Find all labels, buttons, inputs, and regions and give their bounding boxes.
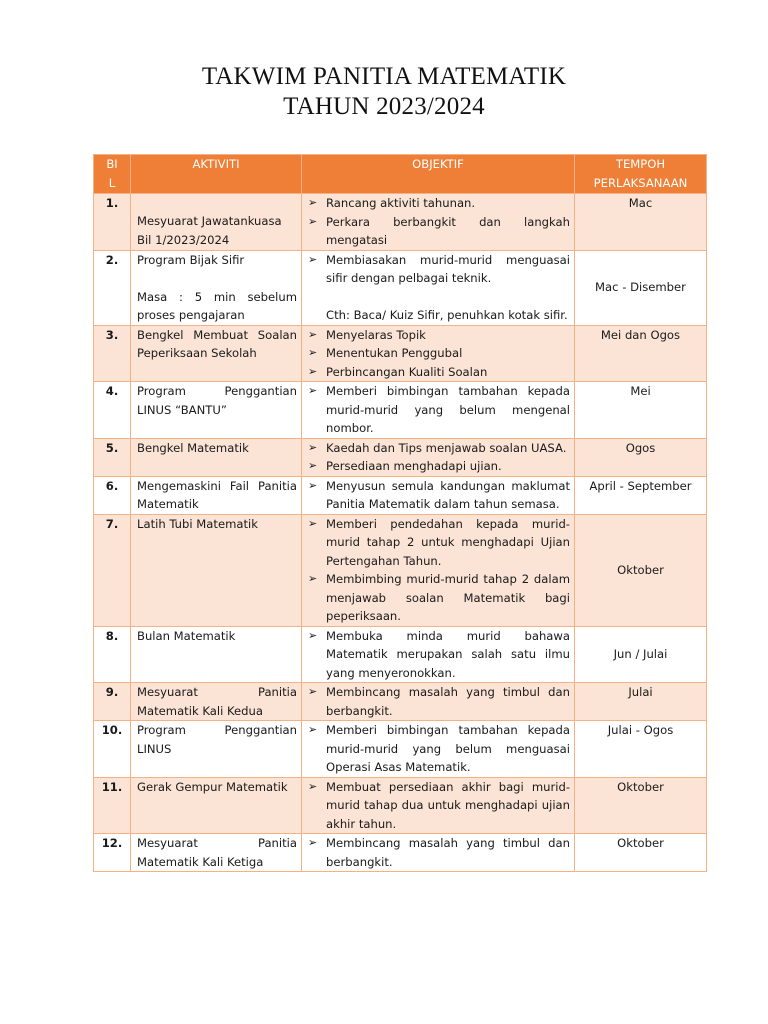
objektif-item (306, 382, 570, 438)
objektif-cell (302, 194, 575, 251)
objektif-cell (302, 683, 575, 721)
objektif-cell (302, 476, 575, 514)
objektif-cell (302, 250, 575, 325)
objektif-item (306, 326, 570, 345)
objektif-item (306, 570, 570, 626)
objektif-list (306, 382, 570, 438)
header-tempoh: TEMPOH PERLAKSANAAN (575, 155, 707, 194)
objektif-cell (302, 721, 575, 778)
objektif-item (306, 627, 570, 683)
tempoh-cell: Ogos (575, 438, 707, 476)
bil-cell: 6. (94, 476, 131, 514)
arrow-bullet-icon: ➢ (308, 779, 318, 793)
header-aktiviti: AKTIVITI (131, 155, 302, 194)
objektif-text: Membimbing murid-murid tahap 2 dalam menjawab soalan Matematik bagi peperiksaan. (326, 572, 570, 623)
header-objektif: OBJEKTIF (302, 155, 575, 194)
objektif-item (306, 477, 570, 514)
objektif-text: Membuat persediaan akhir bagi murid-murid tahap dua untuk menghadapi ujian akhir tahun. (326, 779, 570, 831)
arrow-bullet-icon: ➢ (308, 327, 318, 341)
aktiviti-text: Bengkel Membuat Soalan Peperiksaan Sekolah (137, 327, 297, 360)
tempoh-cell: Mac - Disember (575, 250, 707, 325)
arrow-bullet-icon: ➢ (308, 214, 318, 228)
objektif-list (306, 251, 570, 325)
arrow-bullet-icon: ➢ (308, 836, 318, 849)
aktiviti-text: Bengkel Matematik (137, 440, 249, 455)
aktiviti-text: Gerak Gempur Matematik (137, 779, 288, 794)
bil-cell: 12. (94, 834, 131, 872)
objektif-item (306, 288, 570, 307)
objektif-cell (302, 514, 575, 626)
table-row (94, 514, 707, 626)
objektif-text: Perbincangan Kualiti Soalan (326, 364, 488, 379)
aktiviti-text: Masa : 5 min sebelum proses pengajaran (137, 289, 297, 322)
aktiviti-cell (131, 325, 302, 382)
aktiviti-text: Latih Tubi Matematik (137, 516, 258, 531)
tempoh-cell: April - September (575, 476, 707, 514)
aktiviti-text: Bil 1/2023/2024 (137, 232, 230, 247)
objektif-cell (302, 777, 575, 834)
objektif-item (306, 363, 570, 382)
objektif-item (306, 834, 570, 871)
objektif-text: Kaedah dan Tips menjawab soalan UASA. (326, 440, 567, 455)
objektif-item (306, 194, 570, 213)
aktiviti-text: Bulan Matematik (137, 628, 236, 643)
arrow-bullet-icon: ➢ (308, 628, 318, 642)
objektif-cell (302, 438, 575, 476)
arrow-bullet-icon: ➢ (308, 384, 318, 397)
aktiviti-cell (131, 721, 302, 778)
aktiviti-text: Program Penggantian LINUS (137, 723, 297, 756)
objektif-item (306, 778, 570, 834)
table-row (94, 250, 707, 325)
objektif-list (306, 721, 570, 777)
title-line-1: TAKWIM PANITIA MATEMATIK (201, 63, 567, 90)
objektif-text: Memberi bimbingan tambahan kepada murid-murid yang belum menguasai Operasi Asas Matematik. (326, 723, 570, 774)
objektif-cell (302, 626, 575, 683)
aktiviti-cell (131, 194, 302, 251)
objektif-text: Rancang aktiviti tahunan. (326, 196, 476, 210)
objektif-list (306, 683, 570, 720)
tempoh-cell: Mei (575, 382, 707, 439)
objektif-list (306, 627, 570, 683)
tempoh-cell: Mei dan Ogos (575, 325, 707, 382)
tempoh-cell: Jun / Julai (575, 626, 707, 683)
aktiviti-cell (131, 438, 302, 476)
bil-cell: 1. (94, 194, 131, 251)
table-row (94, 721, 707, 778)
aktiviti-text: Mengemaskini Fail Panitia Matematik (137, 478, 297, 511)
objektif-item (306, 306, 570, 325)
table-row (94, 834, 707, 872)
objektif-text: Membiasakan murid-murid menguasai sifir dengan pelbagai teknik. (326, 252, 570, 285)
objektif-text: Memberi bimbingan tambahan kepada murid-murid yang belum mengenal nombor. (326, 384, 570, 435)
objektif-item (306, 213, 570, 250)
table-row (94, 777, 707, 834)
arrow-bullet-icon: ➢ (308, 723, 318, 736)
objektif-text: Perkara berbangkit dan langkah mengatasi (326, 214, 570, 247)
objektif-list (306, 778, 570, 834)
table-row (94, 438, 707, 476)
arrow-bullet-icon: ➢ (308, 440, 318, 454)
table-row (94, 683, 707, 721)
bil-cell: 9. (94, 683, 131, 721)
objektif-cell (302, 325, 575, 382)
bil-cell: 7. (94, 514, 131, 626)
aktiviti-cell (131, 382, 302, 439)
arrow-bullet-icon: ➢ (308, 196, 318, 209)
arrow-bullet-icon: ➢ (308, 364, 318, 378)
objektif-item (306, 344, 570, 363)
tempoh-cell: Julai (575, 683, 707, 721)
objektif-text: Persediaan menghadapi ujian. (326, 459, 502, 473)
bil-cell: 11. (94, 777, 131, 834)
aktiviti-text: Mesyuarat Panitia Matematik Kali Kedua (137, 685, 297, 718)
aktiviti-text: Program Bijak Sifir (137, 252, 245, 267)
bil-cell: 4. (94, 382, 131, 439)
objektif-text: Membincang masalah yang timbul dan berbangkit. (326, 836, 570, 869)
objektif-item (306, 515, 570, 571)
objektif-text: Membuka minda murid bahawa Matematik merupakan salah satu ilmu yang menyeronokkan. (326, 628, 570, 680)
table-row (94, 382, 707, 439)
objektif-list (306, 515, 570, 626)
objektif-item (306, 457, 570, 476)
arrow-bullet-icon: ➢ (308, 346, 318, 359)
table-row (94, 476, 707, 514)
takwim-table (93, 154, 707, 872)
aktiviti-cell (131, 626, 302, 683)
table-row (94, 626, 707, 683)
aktiviti-cell (131, 777, 302, 834)
aktiviti-cell (131, 834, 302, 872)
aktiviti-cell (131, 514, 302, 626)
tempoh-cell: Julai - Ogos (575, 721, 707, 778)
objektif-text: Menentukan Penggubal (326, 346, 463, 360)
tempoh-cell: Oktober (575, 777, 707, 834)
arrow-bullet-icon: ➢ (308, 459, 318, 472)
title-line-2: TAHUN 2023/2024 (283, 93, 485, 120)
objektif-item (306, 439, 570, 458)
objektif-text: Membincang masalah yang timbul dan berbangkit. (326, 685, 570, 718)
arrow-bullet-icon: ➢ (308, 516, 318, 530)
objektif-item (306, 251, 570, 288)
objektif-text: Memberi pendedahan kepada murid-murid tahap 2 untuk menghadapi Ujian Pertengahan Tahun. (326, 516, 570, 568)
aktiviti-text: Mesyuarat Jawatankuasa (137, 214, 282, 228)
objektif-list (306, 439, 570, 476)
table-row (94, 194, 707, 251)
objektif-list (306, 326, 570, 382)
bil-cell: 2. (94, 250, 131, 325)
arrow-bullet-icon: ➢ (308, 252, 318, 266)
objektif-cell (302, 382, 575, 439)
table-header-row (94, 155, 707, 194)
table-row (94, 325, 707, 382)
bil-cell: 3. (94, 325, 131, 382)
objektif-cell (302, 834, 575, 872)
bil-cell: 8. (94, 626, 131, 683)
bil-cell: 10. (94, 721, 131, 778)
aktiviti-cell (131, 250, 302, 325)
objektif-list (306, 834, 570, 871)
header-bil: BIL (94, 155, 131, 194)
tempoh-cell: Mac (575, 194, 707, 251)
aktiviti-cell (131, 476, 302, 514)
aktiviti-text: Program Penggantian LINUS “BANTU” (137, 384, 297, 417)
bil-cell: 5. (94, 438, 131, 476)
objektif-item (306, 721, 570, 777)
arrow-bullet-icon: ➢ (308, 478, 318, 492)
objektif-text: Menyelaras Topik (326, 327, 426, 342)
aktiviti-text (137, 269, 297, 288)
objektif-text: Cth: Baca/ Kuiz Sifir, penuhkan kotak sifir. (326, 308, 568, 322)
aktiviti-text: Mesyuarat Panitia Matematik Kali Ketiga (137, 836, 297, 869)
document-title (0, 62, 768, 122)
aktiviti-cell (131, 683, 302, 721)
tempoh-cell: Oktober (575, 514, 707, 626)
tempoh-cell: Oktober (575, 834, 707, 872)
arrow-bullet-icon: ➢ (308, 685, 318, 698)
objektif-text: Menyusun semula kandungan maklumat Panitia Matematik dalam tahun semasa. (326, 478, 570, 511)
objektif-list (306, 477, 570, 514)
objektif-item (306, 683, 570, 720)
arrow-bullet-icon: ➢ (308, 572, 318, 585)
objektif-list (306, 194, 570, 250)
